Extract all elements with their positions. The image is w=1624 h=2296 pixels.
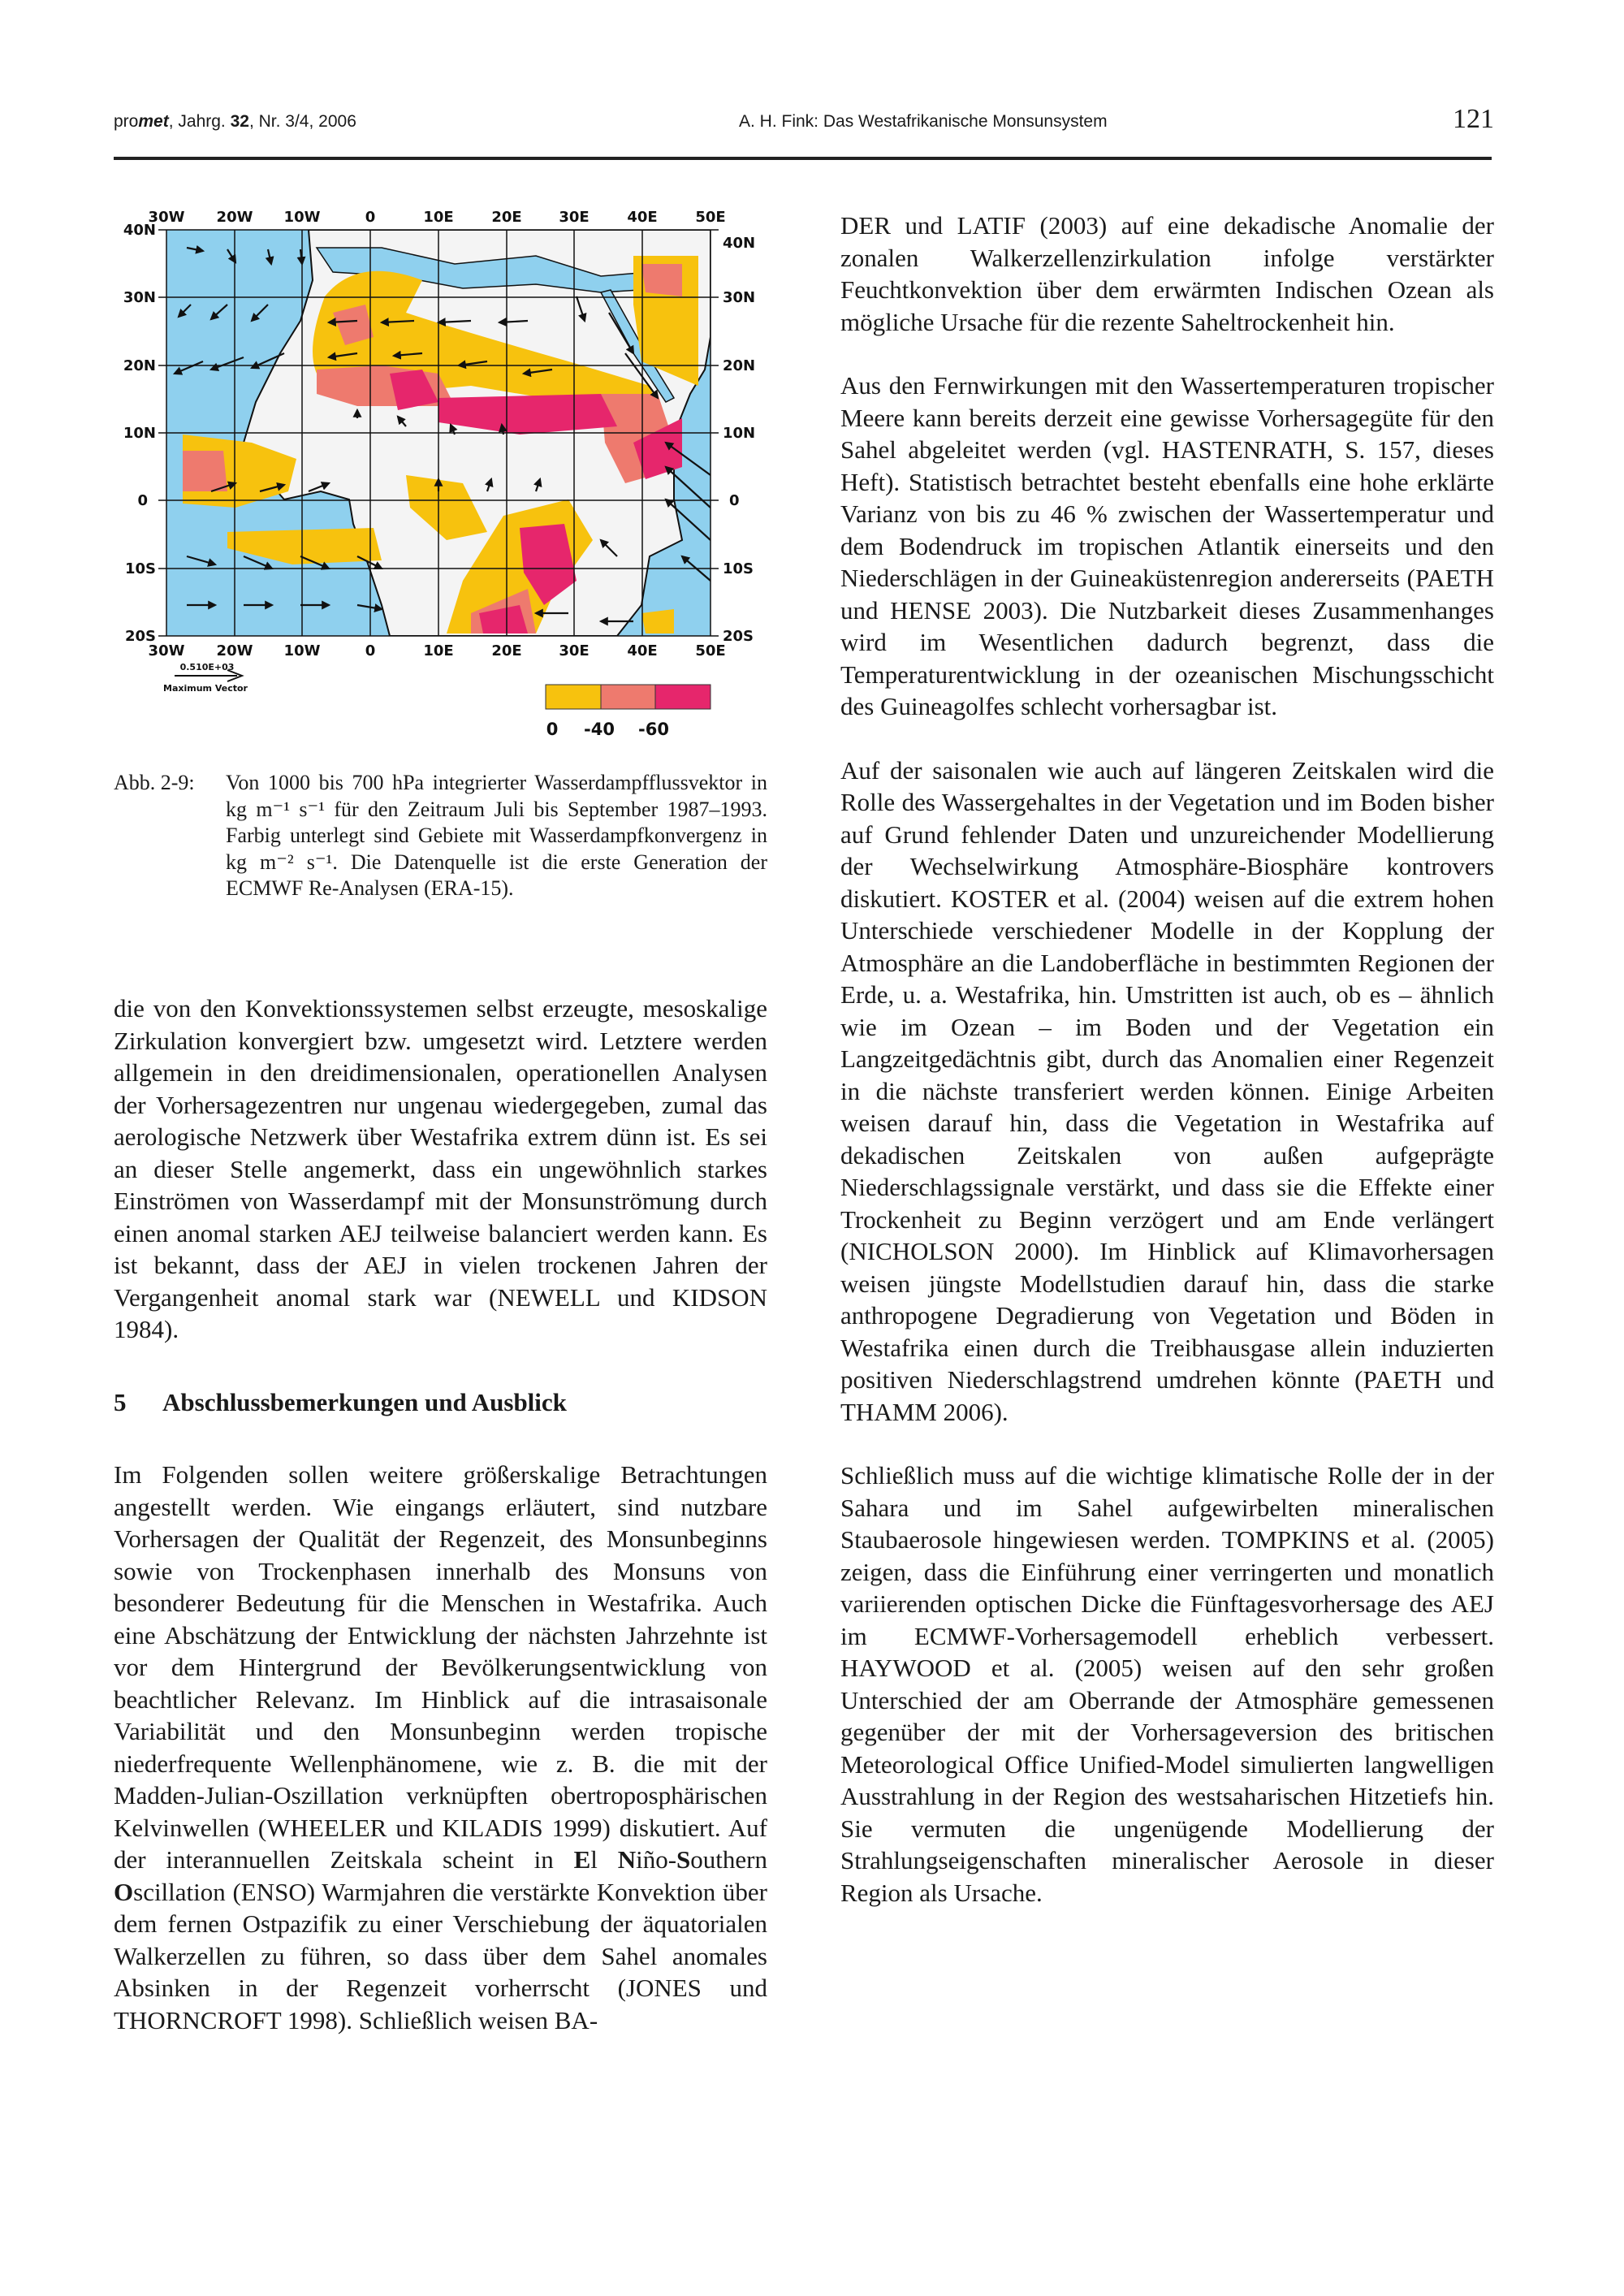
svg-text:10S: 10S (124, 560, 156, 577)
section-number: 5 (114, 1387, 127, 1416)
header-rule (114, 157, 1492, 160)
section-title: Abschlussbemerkungen und Ausblick (162, 1387, 567, 1416)
figure-caption (114, 770, 767, 902)
svg-text:0: 0 (137, 492, 148, 509)
svg-text:30N: 30N (123, 289, 156, 306)
journal-citation: promet, Jahrg. 32, Nr. 3/4, 2006 (114, 112, 356, 131)
svg-text:30N: 30N (723, 289, 756, 306)
figure-map (114, 199, 763, 759)
svg-text:-60: -60 (638, 720, 669, 739)
svg-text:30W: 30W (148, 642, 185, 659)
svg-text:20S: 20S (124, 628, 156, 645)
paragraph: DER und LATIF (2003) auf eine dekadische Anomalie der zonalen Walkerzellenzirkulation infolge verstärkter Feuchtkonvektion über dem erwärmten Indischen Ozean als mögliche Ursache für die rezente Saheltrockenheit hin. (840, 211, 1494, 336)
svg-text:0: 0 (546, 720, 559, 739)
water-vapour-flux-map (114, 199, 763, 759)
paragraph: Im Folgenden sollen weitere größerskalige Betrachtungen angestellt werden. Wie eingangs erläutert, sind nutzbare Vorhersagen der Qualität der Regenzeit, des Monsunbeginns sowie von Trockenphasen innerhalb des Monsuns von besonderer Bedeutung für die Menschen in Westafrika. Auch eine Abschätzung der Entwicklung der nächsten Jahrzehnte ist vor dem Hintergrund der Bevölkerungsentwicklung von beachtlicher Relevanz. Im Hinblick auf die intrasaisonale Variabilität und den Monsunbeginn werden tropische niederfrequente Wellenphänomene, wie z. B. die mit der Madden-Julian-Oszillation verknüpften obertroposphärischen Kelvinwellen (WHEELER und KILADIS 1999) diskutiert. Auf der interannuellen Zeitskala scheint in El Niño-Southern Oscillation (ENSO) Warmjahren die verstärkte Konvektion über dem fernen Ostpazifik zu einer Verschiebung der äquatorialen Walkerzellen zu führen, so dass über dem Sahel anomales Absinken in der Regenzeit vorherrscht (JONES und THORNCROFT 1998). Schließlich weisen BA- (114, 1460, 767, 2034)
svg-text:-40: -40 (584, 720, 615, 739)
svg-text:10E: 10E (423, 209, 454, 226)
paragraph: Auf der saisonalen wie auch auf längeren Zeitskalen wird die Rolle des Wassergehaltes in der Vegetation und im Boden bisher auf Grund fehlender Daten und unzureichender Modellierung der Wechselwirkung Atmosphäre-Biosphäre kontrovers diskutiert. KOSTER et al. (2004) weisen auf die extrem hohen Unterschiede verschiedener Modelle in der Kopplung der Atmosphäre an die Landoberfläche in bestimmten Regionen der Erde, u. a. Westafrika, hin. Umstritten ist auch, ob es – ähnlich wie im Ozean – im Boden und der Vegetation ein Langzeitgedächtnis gibt, durch das Anomalien einer Regenzeit in die nächste transferiert werden können. Einige Arbeiten weisen darauf hin, dass die Vegetation in Westafrika auf dekadischen Zeitskalen von außen aufgeprägte Niederschlagssignale verstärkt, und dass sie die Effekte einer Trockenheit zu Beginn verzögert und am Ende verlängert (NICHOLSON 2000). Im Hinblick auf Klimavorhersagen weisen jüngste Modellstudien darauf hin, dass die starke anthropogene Degradierung von Vegetation und Böden in Westafrika einen durch die Treibhausgase allein induzierten positiven Niederschlagstrend umdrehen könnte (PAETH und THAMM 2006). (840, 755, 1494, 1426)
svg-text:0: 0 (365, 209, 376, 226)
y-axis-left (123, 222, 156, 645)
svg-text:50E: 50E (695, 209, 726, 226)
svg-text:0: 0 (365, 642, 376, 659)
left-column (114, 992, 767, 2068)
svg-text:50E: 50E (695, 642, 726, 659)
page-number: 121 (1453, 104, 1494, 134)
svg-text:10W: 10W (283, 209, 321, 226)
svg-text:10N: 10N (123, 425, 156, 442)
x-axis-bottom (149, 642, 726, 659)
svg-text:10N: 10N (723, 425, 756, 442)
section-heading (114, 1386, 767, 1419)
paragraph: Aus den Fernwirkungen mit den Wassertemperaturen tropischer Meere kann bereits derzeit eine gewisse Vorhersagegüte für den Sahel abgeleitet werden (vgl. HASTENRATH, S. 157, dieses Heft). Statistisch betrachtet besteht ebenfalls eine hohe erklärte Varianz von bis zu 46 % zwischen der Wassertemperatur und dem Bodendruck im tropischen Atlantik einerseits und den Niederschlägen in der Guineaküstenregion andererseits (PAETH und HENSE 2003). Die Nutzbarkeit dieses Zusammenhanges wird im Wesentlichen dadurch begrenzt, dass die Temperaturentwicklung in der ozeanischen Mischungsschicht des Guineagolfes schlecht vorhersagbar ist. (840, 371, 1494, 720)
svg-text:30E: 30E (559, 642, 590, 659)
y-axis-right (723, 235, 755, 645)
convergence-legend (546, 685, 710, 739)
svg-text:20E: 20E (491, 209, 522, 226)
svg-text:20S: 20S (723, 628, 754, 645)
svg-text:30W: 30W (148, 209, 185, 226)
svg-text:40E: 40E (627, 209, 658, 226)
svg-text:Maximum Vector: Maximum Vector (163, 683, 248, 694)
svg-text:40N: 40N (123, 222, 156, 239)
x-axis-top (149, 209, 726, 226)
svg-text:10W: 10W (283, 642, 321, 659)
svg-text:20E: 20E (491, 642, 522, 659)
svg-text:40E: 40E (627, 642, 658, 659)
svg-text:0.510E+03: 0.510E+03 (179, 662, 235, 672)
running-title: A. H. Fink: Das Westafrikanische Monsunsystem (739, 112, 1108, 131)
svg-text:40N: 40N (723, 235, 756, 252)
svg-text:30E: 30E (559, 209, 590, 226)
right-column (840, 210, 1494, 1940)
reference-vector (163, 662, 248, 694)
running-header (114, 104, 1494, 136)
figure-caption-text: Von 1000 bis 700 hPa integrierter Wasserdampfflussvektor in kg m⁻¹ s⁻¹ für den Zeitraum Juli bis September 1987–1993. Farbig unterlegt sind Gebiete mit Wasserdampfkonvergenz in kg m⁻² s⁻¹. Die Datenquelle ist die erste Generation der ECMWF Re-Analysen (ERA-15). (226, 771, 767, 900)
svg-text:20N: 20N (723, 357, 756, 374)
svg-text:10E: 10E (423, 642, 454, 659)
svg-text:20N: 20N (123, 357, 156, 374)
figure-label: Abb. 2-9: (114, 771, 195, 794)
svg-text:20W: 20W (216, 209, 253, 226)
paragraph: die von den Konvektionssystemen selbst erzeugte, mesoskalige Zirkulation konvergiert bzw. umgesetzt wird. Letztere werden allgemein in den dreidimensionalen, operationellen Analysen der Vorhersagezentren nur ungenau wiedergegeben, zumal das aerologische Netzwerk über Westafrika extrem dünn ist. Es sei an dieser Stelle angemerkt, dass ein ungewöhnlich starkes Einströmen von Wasserdampf mit der Monsunströmung durch einen anomal starken AEJ teilweise balanciert werden kann. Es ist bekannt, dass der AEJ in vielen trockenen Jahren der Vergangenheit anomal stark war (NEWELL und KIDSON 1984). (114, 994, 767, 1343)
svg-text:20W: 20W (216, 642, 253, 659)
svg-text:10S: 10S (723, 560, 754, 577)
paragraph: Schließlich muss auf die wichtige klimatische Rolle der in der Sahara und im Sahel aufgewirbelten mineralischen Staubaerosole hingewiesen werden. TOMPKINS et al. (2005) zeigen, dass die Einführung einer verringerten und monatlich variierenden optischen Dicke die Fünftagesvorhersage des AEJ im ECMWF-Vorhersagemodell erheblich verbessert. HAYWOOD et al. (2005) weisen auf den sehr großen Unterschied der am Oberrande der Atmosphäre gemessenen gegenüber der mit der Vorhersageversion des britischen Meteorological Office Unified-Model simulierten langwelligen Ausstrahlung in der Region des westsaharischen Hitzetiefs hin. Sie vermuten die ungenügende Modellierung der Strahlungseigenschaften mineralischer Aerosole in dieser Region als Ursache. (840, 1461, 1494, 1907)
svg-text:0: 0 (729, 492, 740, 509)
